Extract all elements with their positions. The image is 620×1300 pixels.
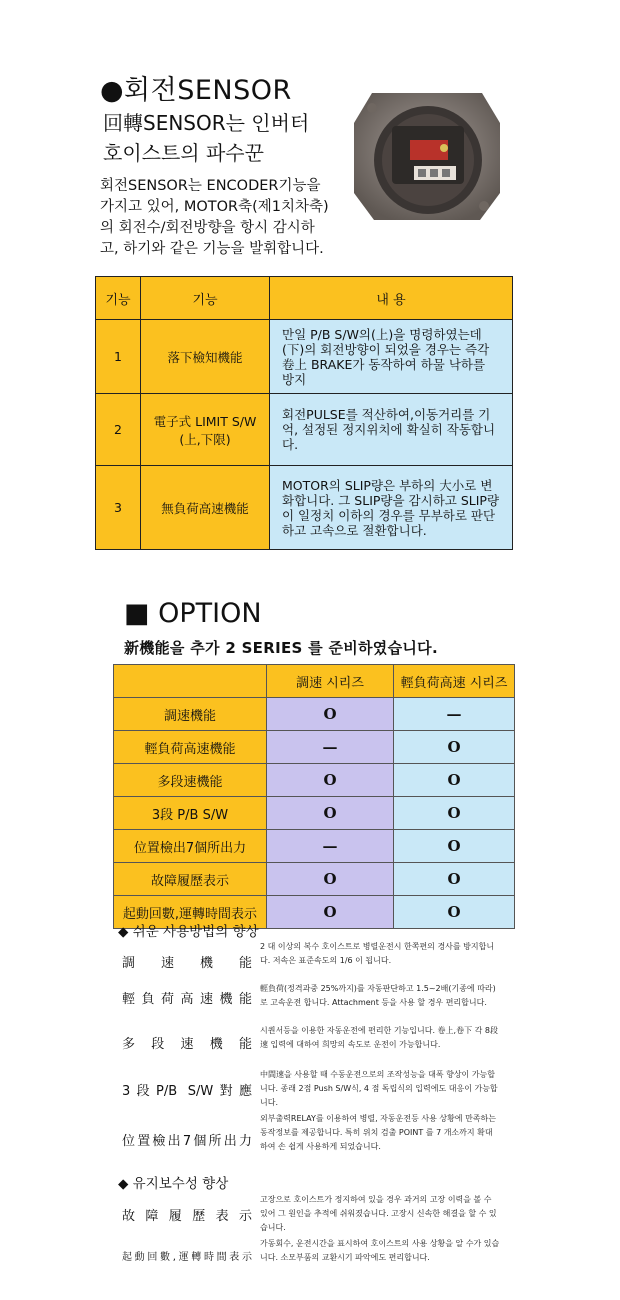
series-a-mark: O [267, 698, 394, 731]
option-name: 位置檢出7個所出力 [114, 830, 267, 863]
option-name: 3段 P/B S/W [114, 797, 267, 830]
feature-name: 位置檢出7個所出力 [122, 1134, 252, 1149]
feature-name: 多段速機能 [122, 1037, 252, 1052]
subtitle-line-2: 호이스트의 파수꾼 [103, 141, 264, 165]
option-name: 故障履歷表示 [114, 863, 267, 896]
feature-name: 調速機能 [122, 956, 252, 971]
series-b-mark: O [394, 830, 515, 863]
row-no: 2 [96, 394, 141, 466]
series-a-mark: O [267, 863, 394, 896]
feature-name: 輕負荷高速機能 [122, 992, 252, 1007]
header-series-a: 調速 시리즈 [267, 665, 394, 698]
sensor-photo [352, 88, 502, 224]
feature-name: 故障履歷表示 [122, 1209, 252, 1224]
option-name: 多段速機能 [114, 764, 267, 797]
header-blank [114, 665, 267, 698]
feature-desc: 고장으로 호이스트가 정지하여 있을 경우 과거의 고장 이력을 볼 수 있어 그 원인을 추적에 쉬워졌습니다. 고장시 신속한 해결을 할 수 있습니다. [260, 1195, 497, 1232]
option-name: 起動回數,運轉時間表示 [114, 896, 267, 929]
series-a-mark: — [267, 830, 394, 863]
option-name: 輕負荷高速機能 [114, 731, 267, 764]
feature-name: 3段P/B S/W對應 [122, 1084, 252, 1099]
option-name: 調速機能 [114, 698, 267, 731]
header-function: 기능 [141, 277, 270, 320]
series-b-mark: O [394, 731, 515, 764]
row-no: 1 [96, 320, 141, 394]
row-desc: 회전PULSE를 적산하여,이동거리를 기억, 설정된 정지위치에 확실히 작동합니다. [270, 394, 513, 466]
feature-desc: 가동회수, 운전시간을 표시하여 호이스트의 사용 상황을 알 수가 있습니다. 소모부품의 교환시기 파악에도 편리합니다. [260, 1239, 500, 1262]
feature-desc: 외부출력RELAY를 이용하여 병렬, 자동운전등 사용 상황에 만족하는 동작정보를 제공합니다. 특히 위치 검출 POINT 를 7 개소까지 확대하여 손 쉽게 사용하게 되었습니다. [260, 1114, 496, 1151]
feature-desc: 中間速을 사용할 때 수동운전으로의 조작성능을 대폭 향상이 가능합니다. 종래 2점 Push S/W식, 4 점 독립식의 입력에도 대응이 가능합니다. [260, 1070, 498, 1107]
feature-desc: 輕負荷(정격과중 25%까지)를 자동판단하고 1.5~2배(기종에 따라)로 고속운전 합니다. Attachment 등을 사용 할 경우 편리합니다. [260, 984, 496, 1007]
series-b-mark: O [394, 797, 515, 830]
option-subtitle: 新機能을 추가 2 SERIES 를 준비하였습니다. [124, 639, 438, 657]
series-a-mark: O [267, 797, 394, 830]
row-desc: 만일 P/B S/W의(上)을 명령하였는데(下)의 회전방향이 되었을 경우는 즉각 卷上 BRAKE가 동작하여 하물 낙하를 방지 [270, 320, 513, 394]
feature-desc: 2 대 이상의 복수 호이스트로 병렬운전시 한쪽편의 경사를 방지합니다. 저속은 표준속도의 1/6 이 됩니다. [260, 942, 495, 965]
series-a-mark: O [267, 896, 394, 929]
header-no: 기능 [96, 277, 141, 320]
row-name: 電子式 LIMIT S/W (上,下限) [141, 394, 270, 466]
section-maintenance: ◆ 유지보수성 향상 [118, 1176, 229, 1192]
function-table [95, 276, 513, 550]
heading-rotation-sensor: ●회전SENSOR [100, 75, 292, 106]
series-b-mark: — [394, 698, 515, 731]
option-table [113, 664, 515, 929]
series-a-mark: — [267, 731, 394, 764]
series-a-mark: O [267, 764, 394, 797]
row-desc: MOTOR의 SLIP량은 부하의 大小로 변화합니다. 그 SLIP량을 감시하고 SLIP량이 일정치 이하의 경우를 무부하로 판단하고 고속으로 절환합니다. [270, 466, 513, 550]
header-series-b: 輕負荷高速 시리즈 [394, 665, 515, 698]
intro-paragraph: 회전SENSOR는 ENCODER기능을 가지고 있어, MOTOR축(제1치차축)의 회전수/회전방향을 항시 감시하고, 하기와 같은 기능을 발휘합니다. [100, 178, 329, 257]
feature-name: 起動回數,運轉時間表示 [122, 1252, 252, 1263]
subtitle-line-1: 回轉SENSOR는 인버터 [103, 111, 310, 135]
header-content: 내 용 [270, 277, 513, 320]
section-ease-of-use: ◆ 쉬운 사용방법의 향상 [118, 924, 259, 940]
heading-option: ■ OPTION [124, 598, 262, 629]
series-b-mark: O [394, 896, 515, 929]
row-name: 無負荷高速機能 [141, 466, 270, 550]
row-name: 落下檢知機能 [141, 320, 270, 394]
row-no: 3 [96, 466, 141, 550]
series-b-mark: O [394, 764, 515, 797]
series-b-mark: O [394, 863, 515, 896]
feature-desc: 시퀀서등을 이용한 자동운전에 편리한 기능입니다. 卷上,卷下 각 8段速 입력에 대하여 희망의 속도로 운전이 가능합니다. [260, 1026, 498, 1049]
